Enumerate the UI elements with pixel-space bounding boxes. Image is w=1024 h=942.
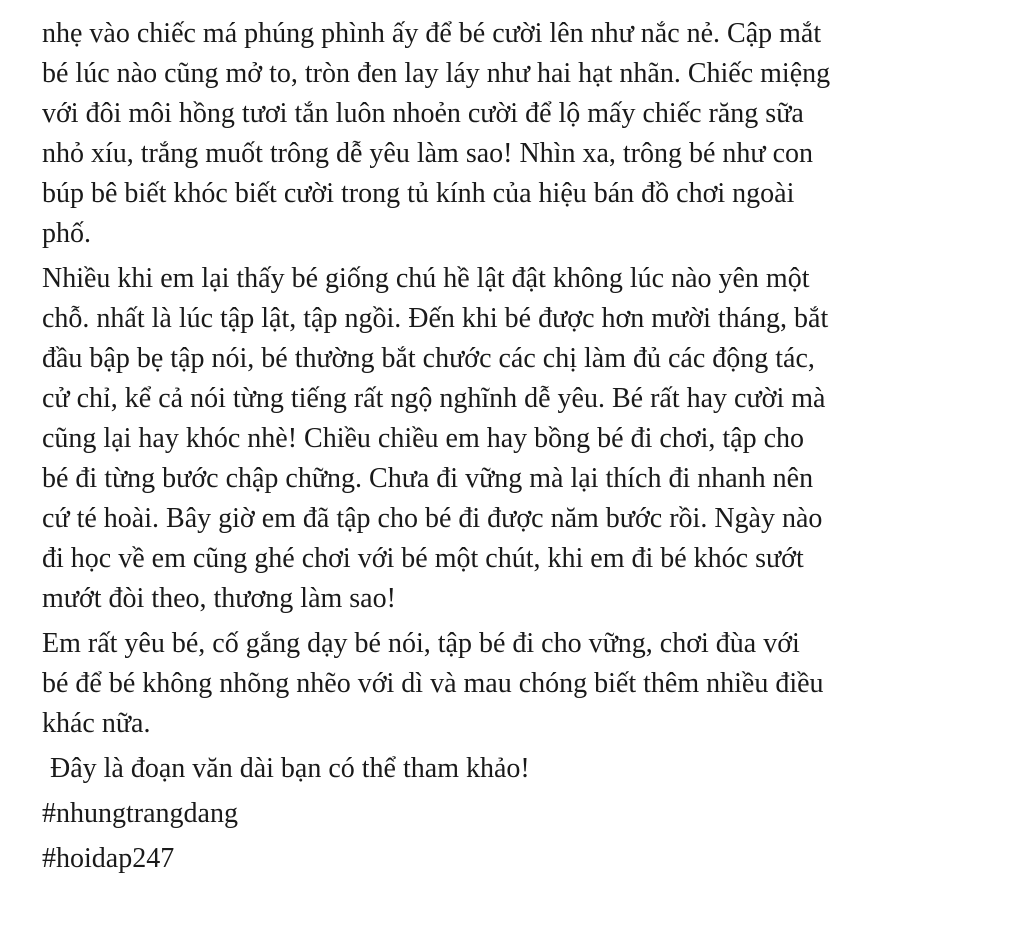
paragraph-line: búp bê biết khóc biết cười trong tủ kính của hiệu bán đồ chơi ngoài <box>42 178 795 209</box>
paragraph-line: Nhiều khi em lại thấy bé giống chú hề lật đật không lúc nào yên một <box>42 263 810 294</box>
paragraph-line: chỗ. nhất là lúc tập lật, tập ngồi. Đến khi bé được hơn mười tháng, bắt <box>42 303 829 334</box>
hashtag[interactable]: #nhungtrangdang <box>42 798 238 829</box>
paragraph-line: bé đi từng bước chập chững. Chưa đi vững mà lại thích đi nhanh nên <box>42 463 814 494</box>
paragraph-line: bé để bé không nhõng nhẽo với dì và mau chóng biết thêm nhiều điều <box>42 668 824 699</box>
hashtag[interactable]: #hoidap247 <box>42 843 175 874</box>
paragraph-line: Em rất yêu bé, cố gắng dạy bé nói, tập bé đi cho vững, chơi đùa với <box>42 628 800 659</box>
paragraph-line: khác nữa. <box>42 708 151 739</box>
paragraph-line: mướt đòi theo, thương làm sao! <box>42 583 396 614</box>
paragraph-line: phố. <box>42 218 91 249</box>
paragraph-line: nhỏ xíu, trắng muốt trông dễ yêu làm sao! Nhìn xa, trông bé như con <box>42 138 814 169</box>
paragraph-line: cử chỉ, kể cả nói từng tiếng rất ngộ nghĩnh dễ yêu. Bé rất hay cười mà <box>42 383 826 414</box>
paragraph-line: đi học về em cũng ghé chơi với bé một chút, khi em đi bé khóc sướt <box>42 543 804 574</box>
paragraph-line: cứ té hoài. Bây giờ em đã tập cho bé đi được năm bước rồi. Ngày nào <box>42 503 823 534</box>
paragraph-2 <box>42 259 932 619</box>
document-body <box>42 14 932 884</box>
paragraph-line: đầu bập bẹ tập nói, bé thường bắt chước các chị làm đủ các động tác, <box>42 343 815 374</box>
paragraph-line: cũng lại hay khóc nhè! Chiều chiều em hay bồng bé đi chơi, tập cho <box>42 423 805 454</box>
paragraph-1 <box>42 14 932 254</box>
paragraph-line: với đôi môi hồng tươi tắn luôn nhoẻn cười để lộ mấy chiếc răng sữa <box>42 98 804 129</box>
paragraph-3 <box>42 624 932 744</box>
paragraph-line: bé lúc nào cũng mở to, tròn đen lay láy như hai hạt nhãn. Chiếc miệng <box>42 58 831 89</box>
paragraph-line: nhẹ vào chiếc má phúng phình ấy để bé cười lên như nắc nẻ. Cập mắt <box>42 18 822 49</box>
closing-note: Đây là đoạn văn dài bạn có thể tham khảo! <box>50 753 530 784</box>
